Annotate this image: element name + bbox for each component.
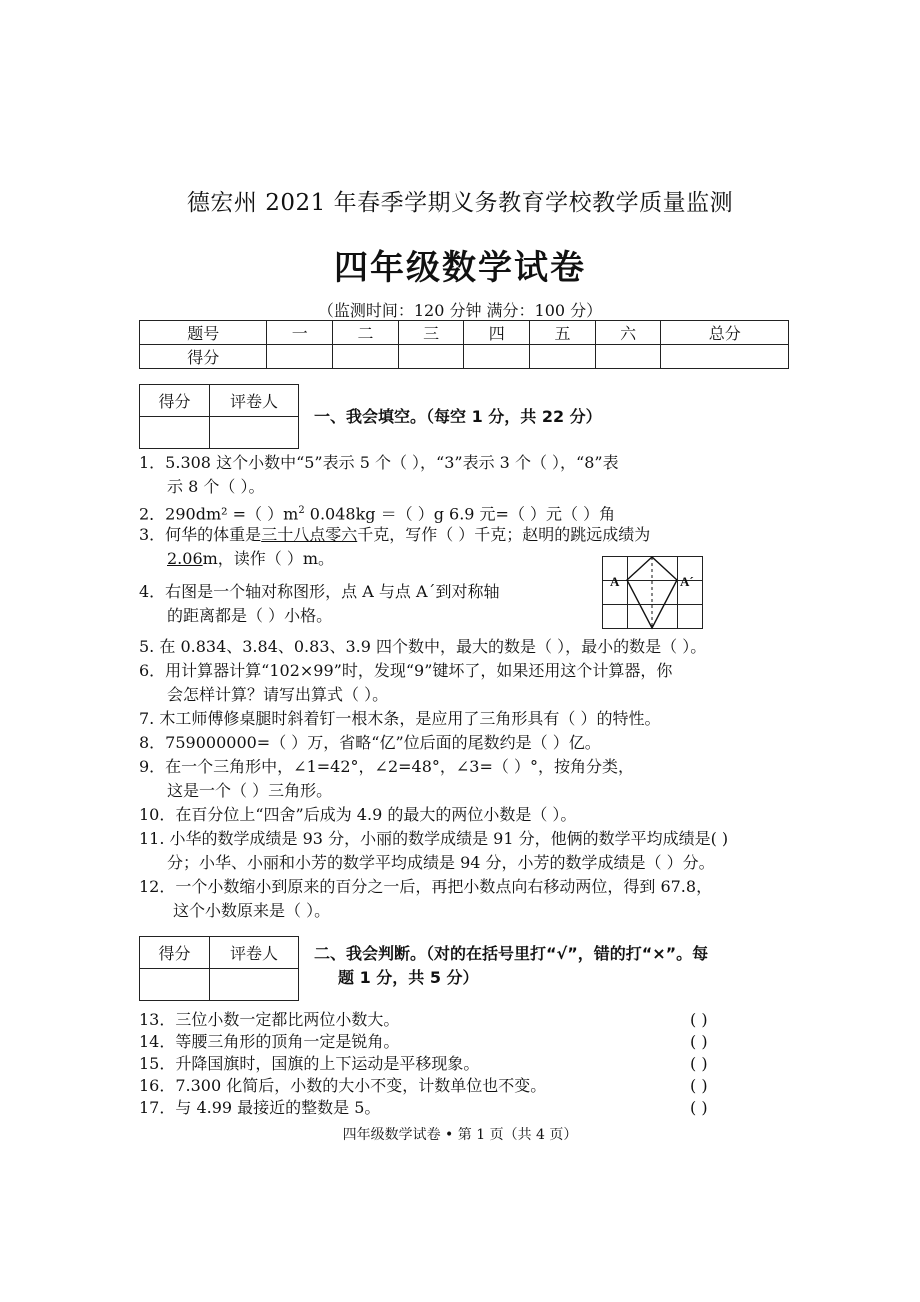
question-2-part1: 2．290dm² =（ ）m (139, 504, 299, 524)
judge-item-13: 13．三位小数一定都比两位小数大。 (139, 1010, 400, 1029)
point-a-prime-label: A´ (680, 574, 694, 589)
score-table-header-row (140, 321, 789, 345)
question-11-line1: 11. 小华的数学成绩是 93 分，小丽的数学成绩是 91 分，他俩的数学平均成绩是( ) (139, 829, 729, 848)
question-6-line1: 6．用计算器计算“102×99”时，发现“9”键坏了，如果还用这个计算器，你 (139, 661, 673, 680)
point-a-label: A (610, 574, 620, 589)
judge-item-17: 17．与 4.99 最接近的整数是 5。 (139, 1098, 381, 1117)
question-6-line2: 会怎样计算？请写出算式（ ）。 (167, 685, 389, 704)
question-3-text: 千克，写作（ ）千克；赵明的跳远成绩为 (357, 525, 651, 544)
score-cell[interactable] (464, 345, 530, 369)
judge-answer-17[interactable]: ( ) (690, 1098, 708, 1117)
score-cell[interactable] (530, 345, 596, 369)
question-3-text: m，读作（ ）m。 (202, 549, 335, 568)
score-col-2: 二 (333, 321, 399, 345)
question-12-line2: 这个小数原来是（ ）。 (173, 901, 331, 920)
score-cell[interactable] (398, 345, 464, 369)
question-7: 7. 木工师傅修桌腿时斜着钉一根木条，是应用了三角形具有（ ）的特性。 (139, 709, 661, 728)
section2-heading-line1: 二、我会判断。（对的在括号里打“√”，错的打“×”。每 (314, 944, 709, 963)
question-10: 10．在百分位上“四舍”后成为 4.9 的最大的两位小数是（ ）。 (139, 805, 577, 824)
score-cell[interactable] (333, 345, 399, 369)
exam-supertitle: 德宏州 2021 年春季学期义务教育学校教学质量监测 (186, 190, 734, 216)
score-table-score-row (140, 345, 789, 369)
judge-item-16: 16．7.300 化简后，小数的大小不变，计数单位也不变。 (139, 1076, 547, 1095)
section1-grader-box (139, 384, 299, 449)
score-col-4: 四 (464, 321, 530, 345)
section2-grader-box (139, 936, 299, 1001)
section2-heading-line2: 题 1 分，共 5 分） (338, 968, 479, 987)
grader-score-cell[interactable] (140, 417, 210, 449)
question-9-line1: 9．在一个三角形中，∠1=42°，∠2=48°，∠3=（ ）°，按角分类， (139, 757, 634, 776)
judge-answer-15[interactable]: ( ) (690, 1054, 708, 1073)
symmetry-figure (602, 556, 704, 630)
question-4-line1: 4．右图是一个轴对称图形，点 A 与点 A´到对称轴 (139, 582, 500, 601)
section1-heading: 一、我会填空。（每空 1 分，共 22 分） (314, 407, 602, 426)
score-col-total: 总分 (661, 321, 789, 345)
grader-name-cell[interactable] (210, 417, 299, 449)
score-cell[interactable] (267, 345, 333, 369)
page-footer: 四年级数学试卷 • 第 1 页（共 4 页） (342, 1127, 578, 1143)
question-1-line2: 示 8 个（ ）。 (167, 477, 265, 496)
score-col-5: 五 (530, 321, 596, 345)
question-2-superscript: 2 (298, 505, 305, 516)
page-title: 四年级数学试卷 (334, 248, 586, 288)
score-cell[interactable] (661, 345, 789, 369)
score-table (139, 320, 789, 369)
score-col-label: 题号 (140, 321, 267, 345)
question-3-underlined-weight: 三十八点零六 (261, 525, 358, 544)
question-3-text: 3．何华的体重是 (139, 525, 262, 544)
exam-info: （监测时间：120 分钟 满分：100 分） (317, 301, 603, 320)
question-11-line2: 分；小华、小丽和小芳的数学平均成绩是 94 分，小芳的数学成绩是（ ）分。 (167, 853, 715, 872)
score-cell[interactable] (595, 345, 661, 369)
question-9-line2: 这是一个（ ）三角形。 (167, 781, 333, 800)
question-2-part2: 0.048kg ＝（ ）g 6.9 元=（ ）元（ ）角 (304, 504, 616, 524)
grader-score-label: 得分 (140, 937, 210, 969)
grader-name-label: 评卷人 (210, 937, 299, 969)
question-8: 8．759000000=（ ）万，省略“亿”位后面的尾数约是（ ）亿。 (139, 733, 601, 752)
score-col-3: 三 (398, 321, 464, 345)
grader-score-cell[interactable] (140, 969, 210, 1001)
question-3-underlined-distance: 2.06 (167, 549, 203, 568)
grader-score-label: 得分 (140, 385, 210, 417)
judge-item-15: 15．升降国旗时，国旗的上下运动是平移现象。 (139, 1054, 480, 1073)
question-5: 5. 在 0.834、3.84、0.83、3.9 四个数中，最大的数是（ ），最小的数是（ ）。 (139, 637, 707, 656)
question-3-line2 (167, 547, 334, 571)
question-4-line2: 的距离都是（ ）小格。 (167, 606, 333, 625)
question-3-line1 (139, 523, 650, 547)
question-1-line1: 1．5.308 这个小数中“5”表示 5 个（ ），“3”表示 3 个（ ），“8”表 (139, 453, 619, 472)
judge-answer-16[interactable]: ( ) (690, 1076, 708, 1095)
judge-answer-13[interactable]: ( ) (690, 1010, 708, 1029)
question-12-line1: 12．一个小数缩小到原来的百分之一后，再把小数点向右移动两位，得到 67.8， (139, 877, 713, 896)
score-col-6: 六 (595, 321, 661, 345)
judge-answer-14[interactable]: ( ) (690, 1032, 708, 1051)
grader-name-label: 评卷人 (210, 385, 299, 417)
score-row-label: 得分 (140, 345, 267, 369)
score-col-1: 一 (267, 321, 333, 345)
grader-name-cell[interactable] (210, 969, 299, 1001)
judge-item-14: 14．等腰三角形的顶角一定是锐角。 (139, 1032, 400, 1051)
